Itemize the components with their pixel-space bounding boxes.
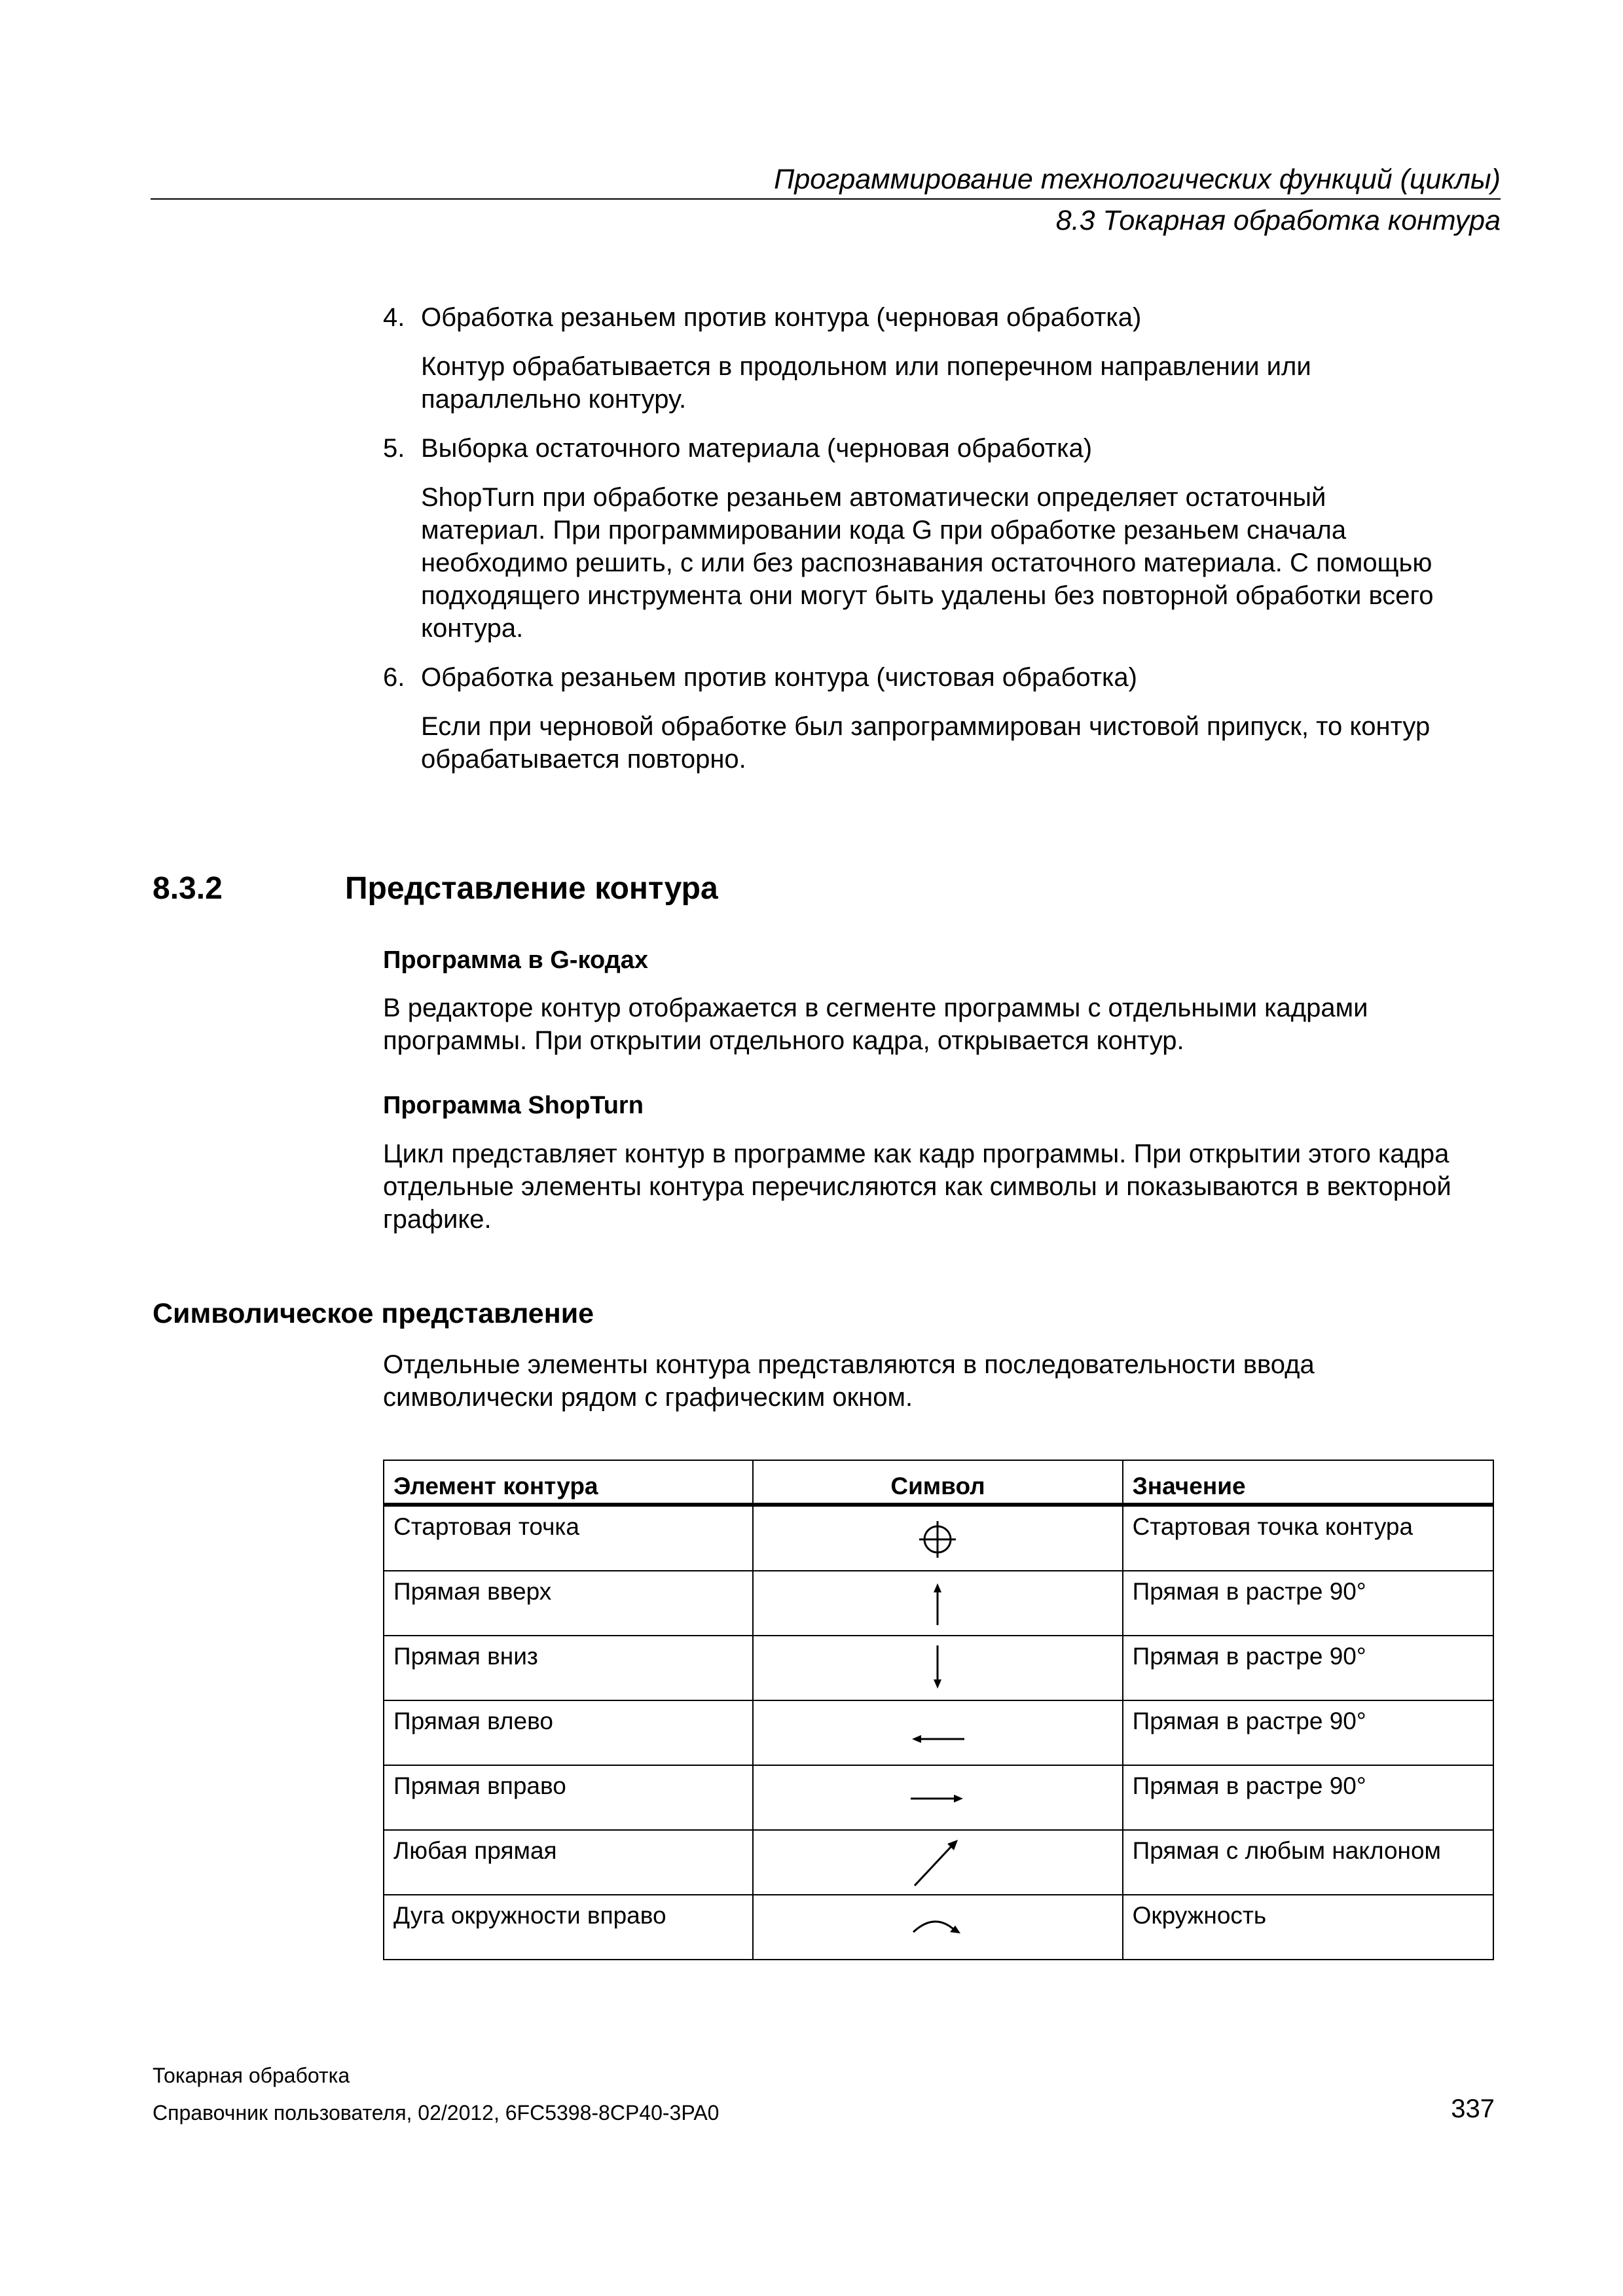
symbol-cell xyxy=(753,1830,1122,1895)
text-line: подходящего инструмента они могут быть удалены без повторной обработки всего xyxy=(421,581,1434,610)
table-row xyxy=(384,1571,1493,1636)
shopturn-paragraph xyxy=(383,1138,1509,1236)
symbol-cell xyxy=(753,1505,1122,1571)
element-cell: Стартовая точка xyxy=(384,1505,753,1571)
arc-right-icon xyxy=(908,1901,967,1953)
element-cell: Прямая влево xyxy=(384,1700,753,1765)
table-row xyxy=(384,1830,1493,1895)
table-row xyxy=(384,1700,1493,1765)
running-header-section: 8.3 Токарная обработка контура xyxy=(1055,205,1501,236)
symbol-cell xyxy=(753,1700,1122,1765)
column-header-meaning: Значение xyxy=(1123,1460,1493,1505)
text-line: ShopTurn при обработке резаньем автоматически определяет остаточный xyxy=(421,483,1326,512)
text-line: отдельные элементы контура перечисляются как символы и показываются в векторной xyxy=(383,1172,1451,1201)
table-header-row xyxy=(384,1460,1493,1505)
symbol-cell xyxy=(753,1765,1122,1830)
text-line: В редакторе контур отображается в сегменте программы с отдельными кадрами xyxy=(383,994,1368,1022)
step-description xyxy=(421,481,1501,645)
step-number: 6. xyxy=(383,663,405,692)
meaning-cell: Прямая с любым наклоном xyxy=(1123,1830,1493,1895)
arrow-right-icon xyxy=(908,1771,967,1823)
text-line: обрабатывается повторно. xyxy=(421,745,746,774)
contour-symbol-table xyxy=(383,1460,1494,1960)
text-line: Контур обрабатывается в продольном или поперечном направлении или xyxy=(421,352,1311,381)
element-cell: Прямая вниз xyxy=(384,1636,753,1700)
text-line: графике. xyxy=(383,1205,492,1234)
symbolic-heading: Символическое представление xyxy=(153,1298,594,1329)
step-title: Обработка резаньем против контура (черновая обработка) xyxy=(421,303,1142,332)
arrow-diagonal-icon xyxy=(908,1836,967,1888)
text-line: материал. При программировании кода G при обработке резаньем сначала xyxy=(421,516,1347,545)
text-line: необходимо решить, с или без распознавания остаточного материала. С помощью xyxy=(421,548,1432,577)
shopturn-heading: Программа ShopTurn xyxy=(383,1092,644,1119)
text-line: Если при черновой обработке был запрограммирован чистовой припуск, то контур xyxy=(421,712,1431,741)
table-row xyxy=(384,1636,1493,1700)
section-title: Представление контура xyxy=(345,871,718,906)
step-number: 4. xyxy=(383,303,405,332)
gcode-heading: Программа в G-кодах xyxy=(383,946,649,974)
meaning-cell: Прямая в растре 90° xyxy=(1123,1571,1493,1636)
footer-title: Токарная обработка xyxy=(153,2064,350,2087)
text-line: символически рядом с графическим окном. xyxy=(383,1383,913,1412)
page-number: 337 xyxy=(1451,2094,1495,2123)
running-header-chapter: Программирование технологических функций (циклы) xyxy=(774,164,1501,195)
arrow-up-icon xyxy=(911,1577,964,1629)
element-cell: Прямая вправо xyxy=(384,1765,753,1830)
symbol-cell xyxy=(753,1895,1122,1960)
meaning-cell: Прямая в растре 90° xyxy=(1123,1765,1493,1830)
step-title: Обработка резаньем против контура (чистовая обработка) xyxy=(421,663,1137,692)
section-number: 8.3.2 xyxy=(153,871,223,906)
text-line: контура. xyxy=(421,614,524,643)
column-header-symbol: Символ xyxy=(753,1460,1122,1505)
element-cell: Любая прямая xyxy=(384,1830,753,1895)
step-description xyxy=(421,350,1501,416)
footer-reference: Справочник пользователя, 02/2012, 6FC5398-8CP40-3PA0 xyxy=(153,2101,720,2125)
start-point-icon xyxy=(911,1512,964,1564)
step-number: 5. xyxy=(383,434,405,463)
header-rule xyxy=(151,198,1501,200)
table-row xyxy=(384,1505,1493,1571)
text-line: Цикл представляет контур в программе как кадр программы. При открытии этого кадра xyxy=(383,1139,1450,1168)
text-line: Отдельные элементы контура представляются в последовательности ввода xyxy=(383,1350,1315,1379)
gcode-paragraph xyxy=(383,992,1509,1057)
element-cell: Дуга окружности вправо xyxy=(384,1895,753,1960)
arrow-left-icon xyxy=(908,1706,967,1759)
step-title: Выборка остаточного материала (черновая обработка) xyxy=(421,434,1093,463)
table-row xyxy=(384,1765,1493,1830)
meaning-cell: Прямая в растре 90° xyxy=(1123,1636,1493,1700)
symbol-cell xyxy=(753,1636,1122,1700)
meaning-cell: Прямая в растре 90° xyxy=(1123,1700,1493,1765)
table-row xyxy=(384,1895,1493,1960)
element-cell: Прямая вверх xyxy=(384,1571,753,1636)
symbol-cell xyxy=(753,1571,1122,1636)
arrow-down-icon xyxy=(911,1641,964,1694)
meaning-cell: Окружность xyxy=(1123,1895,1493,1960)
column-header-element: Элемент контура xyxy=(384,1460,753,1505)
meaning-cell: Стартовая точка контура xyxy=(1123,1505,1493,1571)
step-description xyxy=(421,710,1501,776)
text-line: параллельно контуру. xyxy=(421,385,687,414)
text-line: программы. При открытии отдельного кадра, открывается контур. xyxy=(383,1026,1184,1055)
symbolic-paragraph xyxy=(383,1348,1509,1414)
